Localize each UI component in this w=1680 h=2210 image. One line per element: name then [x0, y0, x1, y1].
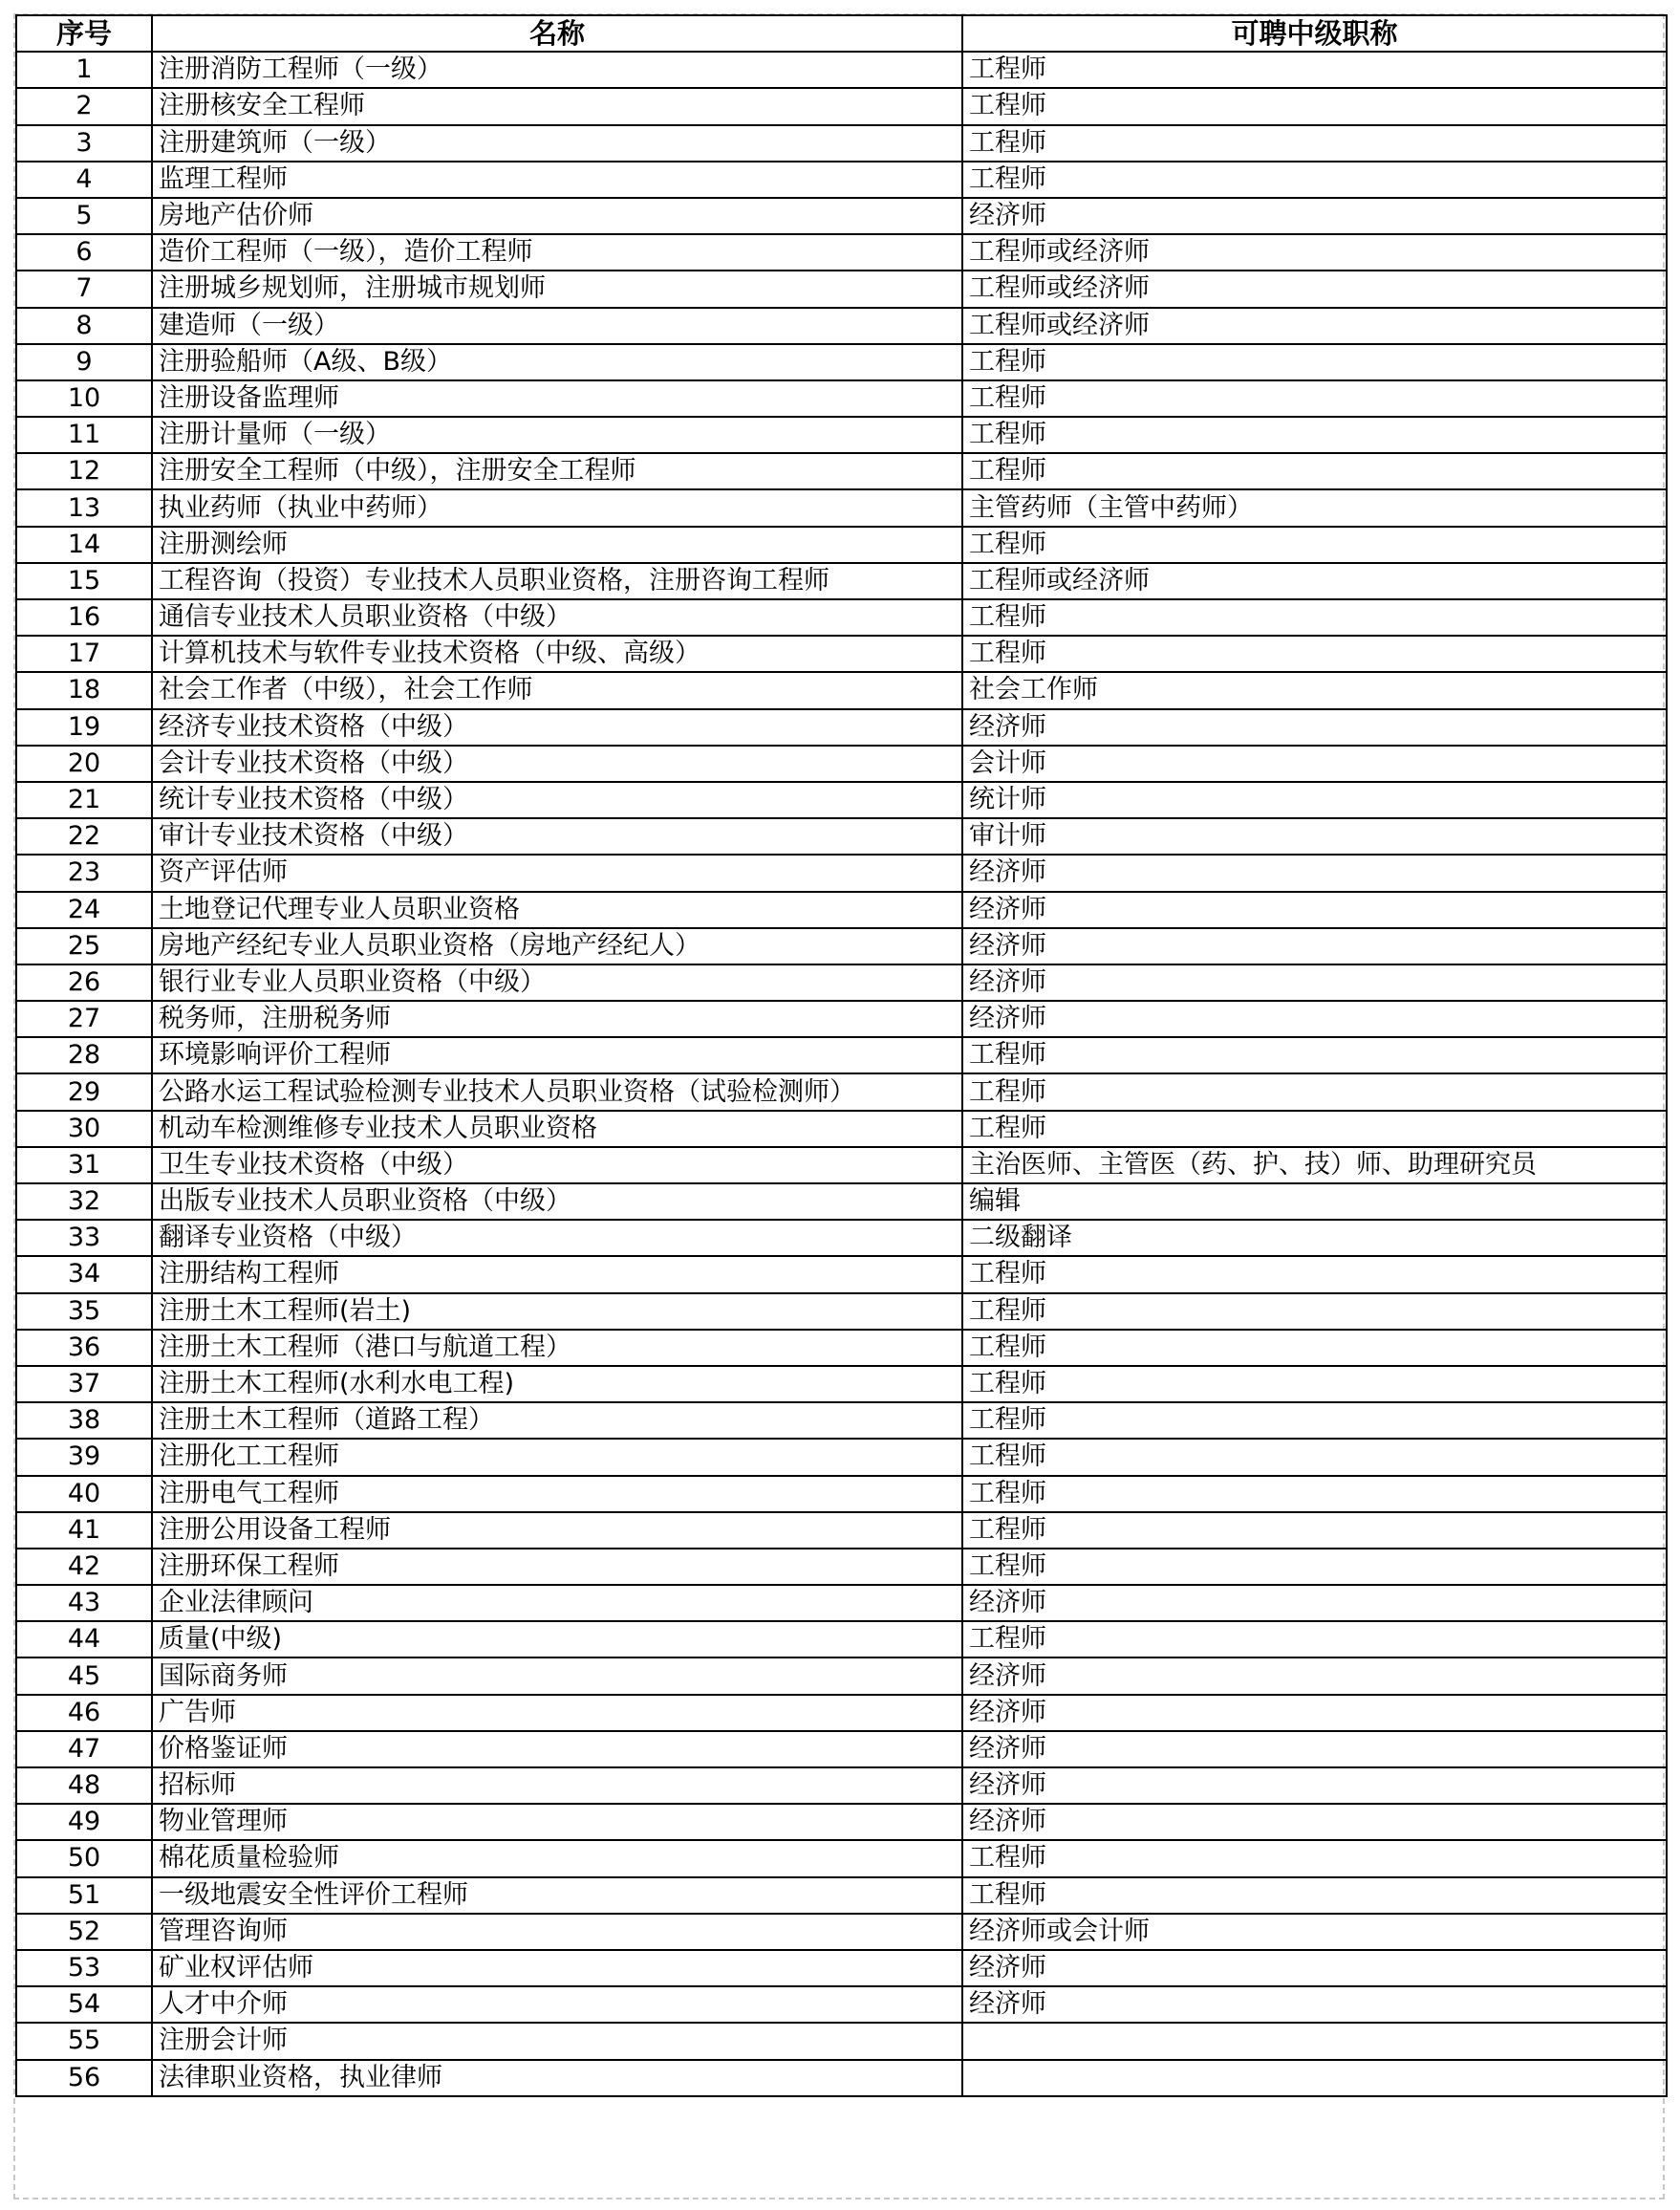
serial-number-cell: 9 — [16, 344, 152, 380]
serial-number-cell: 29 — [16, 1073, 152, 1110]
table-row — [16, 417, 1667, 453]
table-row — [16, 344, 1667, 380]
qualification-name-cell: 管理咨询师 — [152, 1914, 962, 1950]
intermediate-title-cell: 经济师 — [962, 709, 1667, 746]
table-row — [16, 380, 1667, 417]
intermediate-title-cell: 工程师 — [962, 52, 1667, 88]
intermediate-title-cell: 工程师 — [962, 88, 1667, 124]
serial-number-cell: 55 — [16, 2023, 152, 2059]
qualification-name-cell: 计算机技术与软件专业技术资格（中级、高级） — [152, 636, 962, 672]
table-row — [16, 1073, 1667, 1110]
qualification-name-cell: 会计专业技术资格（中级） — [152, 746, 962, 782]
intermediate-title-cell: 工程师 — [962, 636, 1667, 672]
intermediate-title-cell — [962, 2023, 1667, 2059]
table-row — [16, 1147, 1667, 1183]
table-row — [16, 1037, 1667, 1073]
table-header-row — [16, 15, 1667, 52]
qualification-name-cell: 房地产估价师 — [152, 198, 962, 234]
intermediate-title-cell: 工程师 — [962, 380, 1667, 417]
intermediate-title-cell: 经济师 — [962, 964, 1667, 1001]
table-row — [16, 1840, 1667, 1876]
qualification-name-cell: 造价工程师（一级），造价工程师 — [152, 234, 962, 271]
serial-number-cell: 17 — [16, 636, 152, 672]
intermediate-title-cell: 经济师 — [962, 198, 1667, 234]
intermediate-title-cell: 经济师 — [962, 1585, 1667, 1621]
table-row — [16, 2060, 1667, 2096]
intermediate-title-cell: 二级翻译 — [962, 1220, 1667, 1256]
serial-number-cell: 33 — [16, 1220, 152, 1256]
qualification-name-cell: 注册电气工程师 — [152, 1476, 962, 1512]
qualification-name-cell: 法律职业资格，执业律师 — [152, 2060, 962, 2096]
serial-number-cell: 6 — [16, 234, 152, 271]
table-row — [16, 1183, 1667, 1220]
intermediate-title-cell — [962, 2060, 1667, 2096]
intermediate-title-cell: 工程师 — [962, 344, 1667, 380]
intermediate-title-cell: 工程师 — [962, 417, 1667, 453]
table-row — [16, 855, 1667, 891]
intermediate-title-cell: 经济师 — [962, 1658, 1667, 1694]
intermediate-title-cell: 工程师 — [962, 125, 1667, 162]
qualification-name-cell: 机动车检测维修专业技术人员职业资格 — [152, 1111, 962, 1147]
qualification-name-cell: 统计专业技术资格（中级） — [152, 782, 962, 818]
serial-number-cell: 23 — [16, 855, 152, 891]
qualification-name-cell: 环境影响评价工程师 — [152, 1037, 962, 1073]
qualification-name-cell: 社会工作者（中级），社会工作师 — [152, 672, 962, 708]
qualification-name-cell: 质量(中级) — [152, 1621, 962, 1658]
table-row — [16, 928, 1667, 964]
qualification-name-cell: 注册土木工程师（港口与航道工程） — [152, 1330, 962, 1366]
qualification-name-cell: 企业法律顾问 — [152, 1585, 962, 1621]
serial-number-cell: 46 — [16, 1695, 152, 1731]
table-row — [16, 709, 1667, 746]
qualification-name-cell: 执业药师（执业中药师） — [152, 489, 962, 526]
serial-number-cell: 27 — [16, 1001, 152, 1037]
qualification-name-cell: 一级地震安全性评价工程师 — [152, 1877, 962, 1914]
serial-number-cell: 34 — [16, 1256, 152, 1292]
table-row — [16, 198, 1667, 234]
intermediate-title-cell: 工程师 — [962, 1366, 1667, 1402]
table-row — [16, 1439, 1667, 1475]
serial-number-cell: 47 — [16, 1731, 152, 1767]
table-row — [16, 1950, 1667, 1986]
intermediate-title-cell: 统计师 — [962, 782, 1667, 818]
serial-number-cell: 5 — [16, 198, 152, 234]
qualification-name-cell: 注册城乡规划师，注册城市规划师 — [152, 271, 962, 307]
qualification-name-cell: 注册设备监理师 — [152, 380, 962, 417]
table-row — [16, 453, 1667, 489]
qualification-name-cell: 审计专业技术资格（中级） — [152, 818, 962, 855]
serial-number-cell: 38 — [16, 1402, 152, 1439]
intermediate-title-cell: 经济师 — [962, 1001, 1667, 1037]
table-row — [16, 88, 1667, 124]
qualification-name-cell: 注册土木工程师(水利水电工程) — [152, 1366, 962, 1402]
table-row — [16, 2023, 1667, 2059]
serial-number-cell: 35 — [16, 1293, 152, 1330]
table-row — [16, 527, 1667, 563]
serial-number-cell: 42 — [16, 1549, 152, 1585]
serial-number-cell: 15 — [16, 563, 152, 599]
table-row — [16, 818, 1667, 855]
serial-number-cell: 20 — [16, 746, 152, 782]
table-row — [16, 1767, 1667, 1804]
table-row — [16, 162, 1667, 198]
table-row — [16, 1220, 1667, 1256]
serial-number-cell: 52 — [16, 1914, 152, 1950]
table-row — [16, 271, 1667, 307]
table-row — [16, 1476, 1667, 1512]
qualification-name-cell: 监理工程师 — [152, 162, 962, 198]
serial-number-cell: 21 — [16, 782, 152, 818]
intermediate-title-cell: 经济师 — [962, 928, 1667, 964]
table-row — [16, 1512, 1667, 1549]
intermediate-title-cell: 主管药师（主管中药师） — [962, 489, 1667, 526]
table-row — [16, 563, 1667, 599]
intermediate-title-cell: 工程师或经济师 — [962, 271, 1667, 307]
intermediate-title-cell: 经济师 — [962, 1731, 1667, 1767]
serial-number-cell: 12 — [16, 453, 152, 489]
table-row — [16, 125, 1667, 162]
qualification-name-cell: 税务师，注册税务师 — [152, 1001, 962, 1037]
intermediate-title-cell: 工程师 — [962, 1840, 1667, 1876]
qualification-name-cell: 建造师（一级） — [152, 308, 962, 344]
table-row — [16, 1366, 1667, 1402]
table-row — [16, 489, 1667, 526]
intermediate-title-cell: 经济师 — [962, 1804, 1667, 1840]
table-row — [16, 1914, 1667, 1950]
intermediate-title-cell: 工程师 — [962, 1330, 1667, 1366]
serial-number-cell: 43 — [16, 1585, 152, 1621]
qualification-name-cell: 注册消防工程师（一级） — [152, 52, 962, 88]
intermediate-title-cell: 工程师 — [962, 1111, 1667, 1147]
intermediate-title-cell: 工程师或经济师 — [962, 308, 1667, 344]
serial-number-cell: 32 — [16, 1183, 152, 1220]
intermediate-title-cell: 工程师 — [962, 162, 1667, 198]
serial-number-cell: 25 — [16, 928, 152, 964]
qualification-name-cell: 房地产经纪专业人员职业资格（房地产经纪人） — [152, 928, 962, 964]
qualification-name-cell: 广告师 — [152, 1695, 962, 1731]
table-row — [16, 1111, 1667, 1147]
qualification-name-cell: 注册结构工程师 — [152, 1256, 962, 1292]
qualification-name-cell: 注册化工工程师 — [152, 1439, 962, 1475]
serial-number-cell: 37 — [16, 1366, 152, 1402]
table-row — [16, 1001, 1667, 1037]
serial-number-cell: 18 — [16, 672, 152, 708]
table-row — [16, 1986, 1667, 2023]
qualification-name-cell: 矿业权评估师 — [152, 1950, 962, 1986]
qualification-table — [15, 14, 1668, 2097]
table-row — [16, 746, 1667, 782]
serial-number-cell: 54 — [16, 1986, 152, 2023]
qualification-name-cell: 注册土木工程师（道路工程） — [152, 1402, 962, 1439]
qualification-name-cell: 注册验船师（A级、B级） — [152, 344, 962, 380]
intermediate-title-cell: 审计师 — [962, 818, 1667, 855]
table-row — [16, 1804, 1667, 1840]
intermediate-title-cell: 经济师 — [962, 1986, 1667, 2023]
intermediate-title-cell: 工程师 — [962, 1621, 1667, 1658]
qualification-name-cell: 通信专业技术人员职业资格（中级） — [152, 599, 962, 636]
serial-number-cell: 4 — [16, 162, 152, 198]
intermediate-title-cell: 工程师 — [962, 1512, 1667, 1549]
qualification-name-cell: 经济专业技术资格（中级） — [152, 709, 962, 746]
intermediate-title-cell: 经济师 — [962, 1695, 1667, 1731]
serial-number-cell: 40 — [16, 1476, 152, 1512]
serial-number-cell: 53 — [16, 1950, 152, 1986]
serial-number-cell: 36 — [16, 1330, 152, 1366]
table-row — [16, 599, 1667, 636]
qualification-name-cell: 资产评估师 — [152, 855, 962, 891]
qualification-name-cell: 出版专业技术人员职业资格（中级） — [152, 1183, 962, 1220]
serial-number-cell: 44 — [16, 1621, 152, 1658]
intermediate-title-cell: 工程师 — [962, 599, 1667, 636]
serial-number-cell: 49 — [16, 1804, 152, 1840]
qualification-name-cell: 公路水运工程试验检测专业技术人员职业资格（试验检测师） — [152, 1073, 962, 1110]
serial-number-cell: 24 — [16, 892, 152, 928]
serial-number-cell: 41 — [16, 1512, 152, 1549]
table-row — [16, 1549, 1667, 1585]
qualification-name-cell: 翻译专业资格（中级） — [152, 1220, 962, 1256]
serial-number-cell: 45 — [16, 1658, 152, 1694]
serial-number-cell: 51 — [16, 1877, 152, 1914]
intermediate-title-cell: 工程师 — [962, 1549, 1667, 1585]
table-row — [16, 52, 1667, 88]
serial-number-cell: 31 — [16, 1147, 152, 1183]
intermediate-title-cell: 工程师 — [962, 1293, 1667, 1330]
serial-number-cell: 19 — [16, 709, 152, 746]
qualification-name-cell: 注册会计师 — [152, 2023, 962, 2059]
qualification-name-cell: 物业管理师 — [152, 1804, 962, 1840]
serial-number-cell: 28 — [16, 1037, 152, 1073]
table-row — [16, 1658, 1667, 1694]
intermediate-title-cell: 工程师 — [962, 1256, 1667, 1292]
table-row — [16, 1695, 1667, 1731]
table-row — [16, 636, 1667, 672]
qualification-name-cell: 注册计量师（一级） — [152, 417, 962, 453]
intermediate-title-cell: 会计师 — [962, 746, 1667, 782]
serial-number-cell: 39 — [16, 1439, 152, 1475]
qualification-name-cell: 银行业专业人员职业资格（中级） — [152, 964, 962, 1001]
intermediate-title-cell: 经济师 — [962, 1950, 1667, 1986]
table-row — [16, 1330, 1667, 1366]
header-intermediate-title: 可聘中级职称 — [962, 15, 1667, 52]
serial-number-cell: 1 — [16, 52, 152, 88]
intermediate-title-cell: 工程师 — [962, 1073, 1667, 1110]
intermediate-title-cell: 工程师 — [962, 1476, 1667, 1512]
qualification-name-cell: 注册公用设备工程师 — [152, 1512, 962, 1549]
intermediate-title-cell: 工程师 — [962, 527, 1667, 563]
table-row — [16, 892, 1667, 928]
qualification-name-cell: 国际商务师 — [152, 1658, 962, 1694]
qualification-name-cell: 棉花质量检验师 — [152, 1840, 962, 1876]
qualification-name-cell: 卫生专业技术资格（中级） — [152, 1147, 962, 1183]
intermediate-title-cell: 经济师 — [962, 1767, 1667, 1804]
serial-number-cell: 26 — [16, 964, 152, 1001]
header-name: 名称 — [152, 15, 962, 52]
serial-number-cell: 50 — [16, 1840, 152, 1876]
header-serial-number: 序号 — [16, 15, 152, 52]
qualification-name-cell: 人才中介师 — [152, 1986, 962, 2023]
serial-number-cell: 10 — [16, 380, 152, 417]
table-row — [16, 964, 1667, 1001]
intermediate-title-cell: 经济师 — [962, 855, 1667, 891]
table-row — [16, 308, 1667, 344]
intermediate-title-cell: 工程师 — [962, 1877, 1667, 1914]
serial-number-cell: 8 — [16, 308, 152, 344]
table-row — [16, 1731, 1667, 1767]
serial-number-cell: 7 — [16, 271, 152, 307]
qualification-name-cell: 价格鉴证师 — [152, 1731, 962, 1767]
qualification-name-cell: 注册安全工程师（中级），注册安全工程师 — [152, 453, 962, 489]
serial-number-cell: 22 — [16, 818, 152, 855]
intermediate-title-cell: 经济师或会计师 — [962, 1914, 1667, 1950]
table-body — [16, 52, 1667, 2096]
intermediate-title-cell: 工程师 — [962, 1037, 1667, 1073]
serial-number-cell: 48 — [16, 1767, 152, 1804]
intermediate-title-cell: 社会工作师 — [962, 672, 1667, 708]
qualification-name-cell: 注册环保工程师 — [152, 1549, 962, 1585]
table-row — [16, 1585, 1667, 1621]
table-row — [16, 672, 1667, 708]
intermediate-title-cell: 工程师或经济师 — [962, 563, 1667, 599]
serial-number-cell: 3 — [16, 125, 152, 162]
intermediate-title-cell: 经济师 — [962, 892, 1667, 928]
table-row — [16, 782, 1667, 818]
intermediate-title-cell: 工程师 — [962, 1439, 1667, 1475]
qualification-name-cell: 工程咨询（投资）专业技术人员职业资格，注册咨询工程师 — [152, 563, 962, 599]
intermediate-title-cell: 工程师或经济师 — [962, 234, 1667, 271]
intermediate-title-cell: 编辑 — [962, 1183, 1667, 1220]
serial-number-cell: 2 — [16, 88, 152, 124]
serial-number-cell: 16 — [16, 599, 152, 636]
table-row — [16, 234, 1667, 271]
serial-number-cell: 13 — [16, 489, 152, 526]
intermediate-title-cell: 主治医师、主管医（药、护、技）师、助理研究员 — [962, 1147, 1667, 1183]
qualification-name-cell: 土地登记代理专业人员职业资格 — [152, 892, 962, 928]
intermediate-title-cell: 工程师 — [962, 453, 1667, 489]
table-row — [16, 1402, 1667, 1439]
serial-number-cell: 11 — [16, 417, 152, 453]
serial-number-cell: 56 — [16, 2060, 152, 2096]
qualification-name-cell: 注册核安全工程师 — [152, 88, 962, 124]
qualification-name-cell: 注册建筑师（一级） — [152, 125, 962, 162]
qualification-name-cell: 注册土木工程师(岩土) — [152, 1293, 962, 1330]
qualification-name-cell: 注册测绘师 — [152, 527, 962, 563]
serial-number-cell: 14 — [16, 527, 152, 563]
table-row — [16, 1621, 1667, 1658]
serial-number-cell: 30 — [16, 1111, 152, 1147]
table-row — [16, 1877, 1667, 1914]
table-row — [16, 1256, 1667, 1292]
intermediate-title-cell: 工程师 — [962, 1402, 1667, 1439]
qualification-name-cell: 招标师 — [152, 1767, 962, 1804]
table-row — [16, 1293, 1667, 1330]
